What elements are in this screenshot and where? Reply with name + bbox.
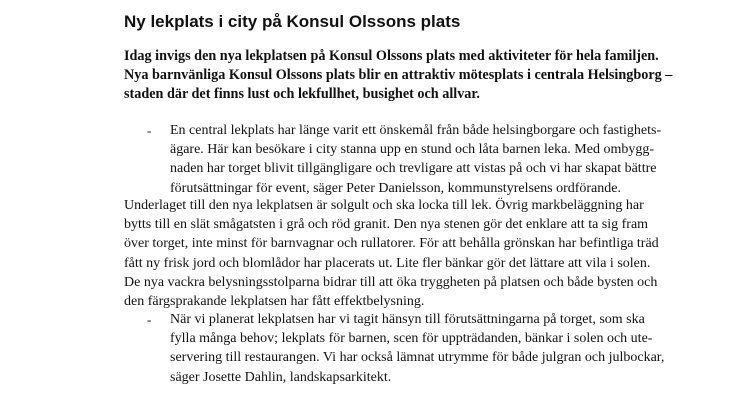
quote-line: servering till restaurangen. Vi har också lämnat utrymme för både julgran och julbockar, xyxy=(170,350,665,366)
quote-line: säger Josette Dahlin, landskapsarkitekt. xyxy=(170,369,392,385)
body-paragraph xyxy=(124,196,664,311)
quote-line: ägare. Här kan besökare i city stanna upp en stund och låta barnen leka. Med ombygg- xyxy=(170,142,654,158)
quote-text xyxy=(170,310,664,387)
lead-paragraph xyxy=(124,47,673,104)
quote-text xyxy=(170,121,664,198)
document-title: Ny lekplats i city på Konsul Olssons plats xyxy=(124,12,461,31)
paragraph-line: bytts till en slät smågatsten i grå och röd granit. Den nya stenen gör det enklare att ta sig fram xyxy=(124,217,649,233)
lead-line: Idag invigs den nya lekplatsen på Konsul Olssons plats med aktiviteter för hela familjen. xyxy=(124,48,659,64)
lead-line: staden där det finns lust och lekfullhet, busighet och allvar. xyxy=(124,86,480,102)
quote-line: förutsättningar för event, säger Peter Danielsson, kommunstyrelsens ordförande. xyxy=(170,180,621,196)
paragraph-line: den färgsprakande lekplatsen har fått effektbelysning. xyxy=(124,294,425,310)
paragraph-line: över torget, inte minst för barnvagnar och rullatorer. För att behålla grönskan har befintliga träd xyxy=(124,236,659,252)
paragraph-line: De nya vackra belysningsstolparna bidrar till att öka tryggheten på platsen och både bysten och xyxy=(124,274,658,290)
paragraph-line: Underlaget till den nya lekplatsen är solgult och ska locka till lek. Övrig markbeläggning har xyxy=(124,198,644,213)
quote-line: När vi planerat lekplatsen har vi tagit hänsyn till förutsättningarna på torget, som ska xyxy=(170,312,645,327)
quote-line: En central lekplats har länge varit ett önskemål från både helsingborgare och fastighets- xyxy=(170,123,662,138)
bullet-dash: - xyxy=(147,123,152,138)
bullet-dash: - xyxy=(147,312,152,327)
quote-line: fylla många behov; lekplats för barnen, scen för uppträdanden, bänkar i solen och ute- xyxy=(170,331,653,347)
lead-line: Nya barnvänliga Konsul Olssons plats blir en attraktiv mötesplats i centrala Helsingborg – xyxy=(124,67,673,83)
paragraph-line: fått ny frisk jord och blomlådor har placerats ut. Lite fler bänkar gör det lättare att vila i solen. xyxy=(124,255,651,271)
quote-line: naden har torget blivit tillgängligare och trevligare att vistas på och vi har skapat bättre xyxy=(170,161,657,177)
